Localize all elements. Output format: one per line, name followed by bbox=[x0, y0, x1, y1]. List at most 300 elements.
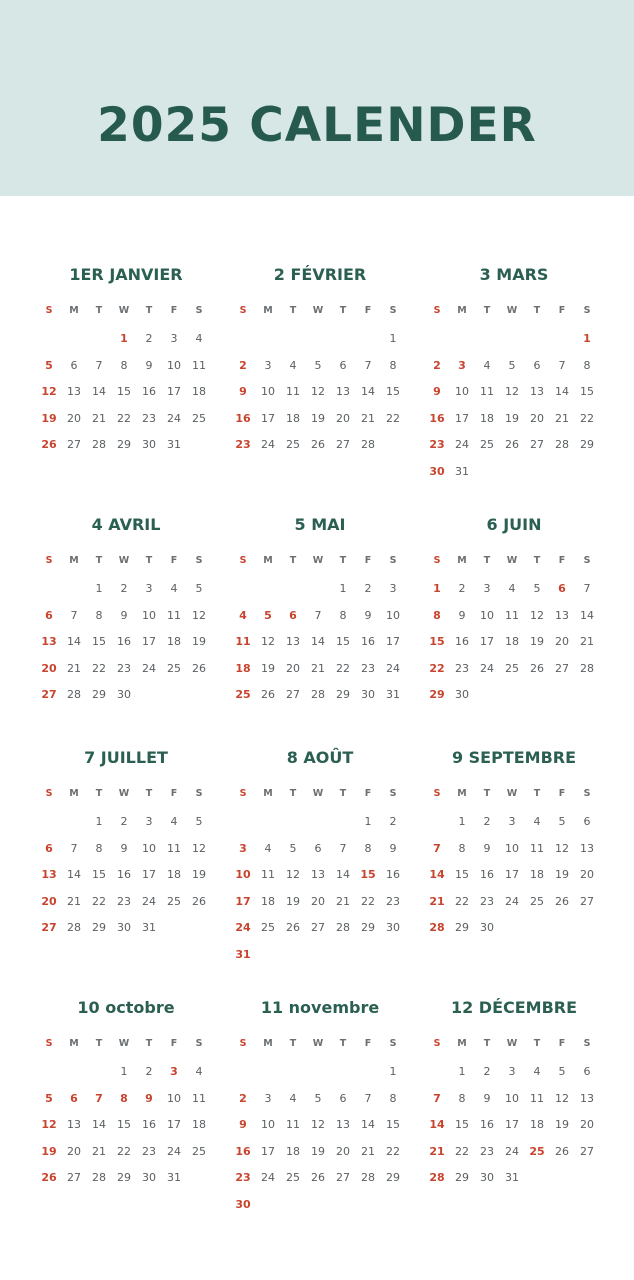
weekday-label: T bbox=[483, 555, 491, 566]
day-cell: 5 bbox=[558, 1065, 566, 1078]
weekday-label: W bbox=[312, 788, 324, 799]
day-cell: 9 bbox=[239, 1118, 247, 1131]
day-cell: 19 bbox=[41, 411, 57, 425]
day-cell: 30 bbox=[142, 438, 156, 451]
weekday-label: S bbox=[389, 788, 397, 799]
month-block bbox=[425, 515, 603, 755]
day-cell: 15 bbox=[360, 868, 376, 881]
day-cell: 31 bbox=[386, 688, 400, 701]
weekday-label: W bbox=[506, 1038, 518, 1049]
weekday-label: S bbox=[195, 788, 203, 799]
day-cell: 16 bbox=[235, 1144, 251, 1158]
day-cell: 10 bbox=[505, 841, 519, 855]
day-cell: 13 bbox=[41, 868, 57, 881]
weekday-label: S bbox=[239, 305, 247, 316]
day-cell: 30 bbox=[142, 1171, 156, 1184]
day-cell: 26 bbox=[192, 894, 206, 908]
day-cell: 13 bbox=[580, 1091, 594, 1105]
day-cell: 12 bbox=[311, 1118, 325, 1131]
weekday-label: T bbox=[95, 1038, 103, 1049]
day-cell: 25 bbox=[261, 921, 275, 934]
day-cell: 27 bbox=[580, 894, 594, 908]
day-cell: 6 bbox=[45, 608, 53, 622]
day-cell: 7 bbox=[95, 1091, 103, 1105]
weekday-label: S bbox=[389, 305, 397, 316]
day-cell: 1 bbox=[95, 815, 103, 828]
day-cell: 18 bbox=[261, 894, 275, 908]
day-cell: 23 bbox=[386, 894, 400, 908]
day-cell: 22 bbox=[117, 411, 131, 425]
day-cell: 27 bbox=[580, 1144, 594, 1158]
day-cell: 23 bbox=[142, 411, 156, 425]
day-cell: 21 bbox=[580, 635, 594, 648]
day-cell: 23 bbox=[117, 894, 131, 908]
day-cell: 30 bbox=[386, 921, 400, 934]
day-cell: 26 bbox=[505, 438, 519, 451]
day-cell: 4 bbox=[170, 582, 178, 595]
weekday-label: M bbox=[263, 1038, 273, 1049]
day-cell: 26 bbox=[555, 894, 569, 908]
day-cell: 1 bbox=[364, 815, 372, 828]
weekday-label: M bbox=[457, 788, 467, 799]
day-cell: 22 bbox=[455, 1144, 469, 1158]
day-cell: 25 bbox=[235, 688, 251, 701]
day-cell: 19 bbox=[555, 868, 569, 881]
month-title: 10 octobre bbox=[77, 998, 175, 1017]
day-cell: 17 bbox=[142, 868, 156, 881]
month-block bbox=[37, 515, 215, 755]
day-cell: 9 bbox=[389, 841, 397, 855]
day-cell: 11 bbox=[480, 385, 494, 398]
day-cell: 16 bbox=[142, 385, 156, 398]
day-cell: 7 bbox=[433, 841, 441, 855]
day-cell: 18 bbox=[192, 385, 206, 398]
weekday-label: S bbox=[389, 555, 397, 566]
day-cell: 6 bbox=[558, 582, 566, 595]
day-cell: 2 bbox=[120, 582, 128, 595]
day-cell: 3 bbox=[170, 332, 178, 345]
day-cell: 3 bbox=[145, 815, 153, 828]
day-cell: 16 bbox=[142, 1118, 156, 1131]
day-cell: 29 bbox=[580, 438, 594, 451]
day-cell: 19 bbox=[192, 635, 206, 648]
weekday-label: F bbox=[364, 788, 372, 799]
day-cell: 5 bbox=[289, 841, 297, 855]
day-cell: 8 bbox=[339, 608, 347, 622]
day-cell: 3 bbox=[389, 582, 397, 595]
day-cell: 18 bbox=[480, 411, 494, 425]
day-cell: 3 bbox=[483, 582, 491, 595]
day-cell: 13 bbox=[67, 385, 81, 398]
day-cell: 13 bbox=[336, 385, 350, 398]
day-cell: 11 bbox=[235, 635, 251, 648]
weekday-label: S bbox=[433, 305, 441, 316]
day-cell: 31 bbox=[167, 1171, 181, 1184]
day-cell: 9 bbox=[120, 608, 128, 622]
day-cell: 31 bbox=[167, 438, 181, 451]
day-cell: 28 bbox=[92, 438, 106, 451]
day-cell: 23 bbox=[235, 438, 251, 451]
day-cell: 10 bbox=[480, 608, 494, 622]
day-cell: 31 bbox=[455, 464, 469, 478]
day-cell: 23 bbox=[235, 1171, 251, 1184]
weekday-label: S bbox=[433, 1038, 441, 1049]
day-cell: 12 bbox=[261, 635, 275, 648]
day-cell: 5 bbox=[558, 815, 566, 828]
day-cell: 3 bbox=[458, 358, 466, 372]
weekday-label: S bbox=[239, 1038, 247, 1049]
day-cell: 25 bbox=[286, 438, 300, 451]
day-cell: 8 bbox=[458, 841, 466, 855]
weekday-label: T bbox=[339, 788, 347, 799]
weekday-label: T bbox=[145, 788, 153, 799]
weekday-label: W bbox=[312, 305, 324, 316]
month-title: 7 JUILLET bbox=[84, 748, 168, 767]
day-cell: 16 bbox=[480, 1118, 494, 1131]
day-cell: 23 bbox=[361, 661, 375, 675]
day-cell: 26 bbox=[311, 1171, 325, 1184]
day-cell: 8 bbox=[389, 358, 397, 372]
day-cell: 5 bbox=[264, 608, 272, 622]
month-block bbox=[231, 265, 409, 505]
weekday-label: T bbox=[533, 788, 541, 799]
day-cell: 31 bbox=[235, 947, 251, 961]
day-cell: 22 bbox=[580, 411, 594, 425]
day-cell: 8 bbox=[120, 1091, 128, 1105]
day-cell: 11 bbox=[192, 1091, 206, 1105]
day-cell: 11 bbox=[286, 1118, 300, 1131]
weekday-label: S bbox=[45, 1038, 53, 1049]
day-cell: 13 bbox=[286, 635, 300, 648]
day-cell: 6 bbox=[289, 608, 297, 622]
day-cell: 29 bbox=[429, 688, 445, 701]
day-cell: 28 bbox=[429, 1171, 445, 1184]
day-cell: 26 bbox=[192, 661, 206, 675]
day-cell: 12 bbox=[505, 385, 519, 398]
day-cell: 27 bbox=[336, 438, 350, 451]
day-cell: 8 bbox=[95, 608, 103, 622]
day-cell: 4 bbox=[170, 815, 178, 828]
day-cell: 2 bbox=[364, 582, 372, 595]
day-cell: 29 bbox=[386, 1171, 400, 1184]
day-cell: 7 bbox=[314, 608, 322, 622]
day-cell: 14 bbox=[555, 385, 569, 398]
day-cell: 2 bbox=[433, 358, 441, 372]
day-cell: 15 bbox=[336, 635, 350, 648]
weekday-label: W bbox=[506, 788, 518, 799]
day-cell: 12 bbox=[555, 841, 569, 855]
day-cell: 26 bbox=[41, 438, 57, 451]
day-cell: 18 bbox=[167, 635, 181, 648]
day-cell: 30 bbox=[480, 921, 494, 934]
day-cell: 6 bbox=[339, 1091, 347, 1105]
day-cell: 5 bbox=[195, 815, 203, 828]
day-cell: 13 bbox=[580, 841, 594, 855]
weekday-label: M bbox=[69, 305, 79, 316]
day-cell: 16 bbox=[361, 635, 375, 648]
day-cell: 10 bbox=[455, 385, 469, 398]
day-cell: 25 bbox=[167, 661, 181, 675]
day-cell: 3 bbox=[264, 1091, 272, 1105]
day-cell: 17 bbox=[167, 385, 181, 398]
day-cell: 27 bbox=[336, 1171, 350, 1184]
day-cell: 2 bbox=[389, 815, 397, 828]
day-cell: 17 bbox=[505, 1118, 519, 1131]
day-cell: 11 bbox=[530, 1091, 544, 1105]
day-cell: 14 bbox=[67, 868, 81, 881]
day-cell: 20 bbox=[41, 894, 57, 908]
day-cell: 17 bbox=[505, 868, 519, 881]
day-cell: 4 bbox=[533, 1065, 541, 1078]
day-cell: 11 bbox=[530, 841, 544, 855]
day-cell: 9 bbox=[433, 385, 441, 398]
weekday-label: S bbox=[45, 555, 53, 566]
weekday-label: S bbox=[195, 305, 203, 316]
day-cell: 5 bbox=[314, 358, 322, 372]
day-cell: 7 bbox=[95, 358, 103, 372]
weekday-label: W bbox=[118, 555, 130, 566]
weekday-label: T bbox=[339, 555, 347, 566]
day-cell: 31 bbox=[505, 1171, 519, 1184]
day-cell: 24 bbox=[261, 1171, 275, 1184]
day-cell: 24 bbox=[235, 921, 251, 934]
day-cell: 9 bbox=[120, 841, 128, 855]
weekday-label: F bbox=[558, 555, 566, 566]
weekday-label: T bbox=[95, 305, 103, 316]
weekday-label: T bbox=[289, 788, 297, 799]
day-cell: 27 bbox=[67, 1171, 81, 1184]
day-cell: 30 bbox=[455, 688, 469, 701]
weekday-label: S bbox=[583, 555, 591, 566]
day-cell: 5 bbox=[533, 582, 541, 595]
month-title: 2 FÉVRIER bbox=[273, 265, 367, 284]
day-cell: 28 bbox=[580, 661, 594, 675]
day-cell: 2 bbox=[483, 1065, 491, 1078]
day-cell: 16 bbox=[480, 868, 494, 881]
day-cell: 13 bbox=[311, 868, 325, 881]
day-cell: 24 bbox=[480, 661, 494, 675]
day-cell: 12 bbox=[41, 1118, 57, 1131]
day-cell: 16 bbox=[429, 411, 445, 425]
day-cell: 15 bbox=[429, 635, 445, 648]
day-cell: 7 bbox=[70, 608, 78, 622]
day-cell: 7 bbox=[339, 841, 347, 855]
day-cell: 17 bbox=[261, 411, 275, 425]
day-cell: 4 bbox=[195, 332, 203, 345]
day-cell: 15 bbox=[455, 1118, 469, 1131]
day-cell: 21 bbox=[429, 894, 445, 908]
day-cell: 5 bbox=[45, 358, 53, 372]
day-cell: 25 bbox=[286, 1171, 300, 1184]
day-cell: 9 bbox=[458, 608, 466, 622]
day-cell: 1 bbox=[120, 332, 128, 345]
day-cell: 27 bbox=[41, 688, 57, 701]
month-title: 9 SEPTEMBRE bbox=[451, 748, 577, 767]
day-cell: 8 bbox=[433, 608, 441, 622]
day-cell: 29 bbox=[361, 921, 375, 934]
day-cell: 6 bbox=[314, 841, 322, 855]
weekday-label: F bbox=[558, 305, 566, 316]
day-cell: 13 bbox=[67, 1118, 81, 1131]
day-cell: 25 bbox=[192, 1144, 206, 1158]
day-cell: 18 bbox=[235, 661, 251, 675]
day-cell: 18 bbox=[286, 411, 300, 425]
weekday-label: W bbox=[506, 555, 518, 566]
day-cell: 4 bbox=[195, 1065, 203, 1078]
day-cell: 16 bbox=[455, 635, 469, 648]
day-cell: 28 bbox=[361, 438, 375, 451]
weekday-label: M bbox=[263, 305, 273, 316]
day-cell: 11 bbox=[286, 385, 300, 398]
day-cell: 20 bbox=[555, 635, 569, 648]
day-cell: 17 bbox=[261, 1144, 275, 1158]
day-cell: 11 bbox=[167, 608, 181, 622]
day-cell: 30 bbox=[429, 464, 445, 478]
day-cell: 20 bbox=[336, 411, 350, 425]
weekday-label: T bbox=[145, 555, 153, 566]
day-cell: 24 bbox=[167, 1144, 181, 1158]
weekday-label: T bbox=[533, 1038, 541, 1049]
day-cell: 14 bbox=[580, 608, 594, 622]
day-cell: 4 bbox=[289, 1091, 297, 1105]
day-cell: 6 bbox=[339, 358, 347, 372]
day-cell: 28 bbox=[336, 921, 350, 934]
day-cell: 2 bbox=[145, 1065, 153, 1078]
day-cell: 28 bbox=[311, 688, 325, 701]
weekday-label: F bbox=[558, 1038, 566, 1049]
day-cell: 14 bbox=[311, 635, 325, 648]
day-cell: 11 bbox=[505, 608, 519, 622]
day-cell: 18 bbox=[530, 1118, 544, 1131]
day-cell: 19 bbox=[555, 1118, 569, 1131]
weekday-label: M bbox=[263, 555, 273, 566]
day-cell: 18 bbox=[167, 868, 181, 881]
day-cell: 30 bbox=[117, 688, 131, 701]
weekday-label: S bbox=[583, 305, 591, 316]
day-cell: 15 bbox=[117, 385, 131, 398]
day-cell: 28 bbox=[429, 921, 445, 934]
day-cell: 22 bbox=[429, 661, 445, 675]
day-cell: 14 bbox=[429, 868, 445, 881]
month-block bbox=[425, 998, 603, 1238]
weekday-label: M bbox=[263, 788, 273, 799]
day-cell: 21 bbox=[67, 894, 81, 908]
weekday-label: F bbox=[170, 305, 178, 316]
day-cell: 14 bbox=[92, 1118, 106, 1131]
day-cell: 6 bbox=[583, 1065, 591, 1078]
weekday-label: T bbox=[339, 305, 347, 316]
day-cell: 1 bbox=[95, 582, 103, 595]
day-cell: 1 bbox=[583, 332, 591, 345]
day-cell: 10 bbox=[167, 1091, 181, 1105]
day-cell: 5 bbox=[508, 358, 516, 372]
month-block bbox=[37, 748, 215, 988]
day-cell: 29 bbox=[336, 688, 350, 701]
day-cell: 9 bbox=[145, 358, 153, 372]
day-cell: 11 bbox=[192, 358, 206, 372]
day-cell: 30 bbox=[361, 688, 375, 701]
weekday-label: T bbox=[339, 1038, 347, 1049]
month-title: 1ER JANVIER bbox=[69, 265, 183, 284]
day-cell: 27 bbox=[530, 438, 544, 451]
weekday-label: F bbox=[364, 555, 372, 566]
day-cell: 30 bbox=[117, 921, 131, 934]
weekday-label: S bbox=[239, 788, 247, 799]
day-cell: 22 bbox=[386, 411, 400, 425]
day-cell: 8 bbox=[458, 1091, 466, 1105]
day-cell: 13 bbox=[336, 1118, 350, 1131]
day-cell: 20 bbox=[530, 411, 544, 425]
weekday-label: W bbox=[118, 305, 130, 316]
day-cell: 22 bbox=[455, 894, 469, 908]
day-cell: 16 bbox=[117, 868, 131, 881]
day-cell: 25 bbox=[192, 411, 206, 425]
day-cell: 30 bbox=[480, 1171, 494, 1184]
weekday-label: S bbox=[433, 555, 441, 566]
day-cell: 17 bbox=[142, 635, 156, 648]
day-cell: 20 bbox=[580, 868, 594, 881]
day-cell: 23 bbox=[142, 1144, 156, 1158]
day-cell: 10 bbox=[505, 1091, 519, 1105]
weekday-label: T bbox=[533, 555, 541, 566]
day-cell: 3 bbox=[264, 358, 272, 372]
month-block bbox=[231, 998, 409, 1238]
day-cell: 12 bbox=[311, 385, 325, 398]
day-cell: 12 bbox=[286, 868, 300, 881]
day-cell: 4 bbox=[264, 841, 272, 855]
day-cell: 23 bbox=[480, 894, 494, 908]
day-cell: 15 bbox=[92, 868, 106, 881]
day-cell: 7 bbox=[583, 582, 591, 595]
day-cell: 25 bbox=[530, 894, 544, 908]
weekday-label: W bbox=[312, 555, 324, 566]
day-cell: 6 bbox=[70, 358, 78, 372]
day-cell: 10 bbox=[167, 358, 181, 372]
weekday-label: S bbox=[195, 555, 203, 566]
day-cell: 18 bbox=[286, 1144, 300, 1158]
day-cell: 3 bbox=[145, 582, 153, 595]
day-cell: 22 bbox=[336, 661, 350, 675]
day-cell: 19 bbox=[192, 868, 206, 881]
month-title: 11 novembre bbox=[260, 998, 380, 1017]
day-cell: 28 bbox=[361, 1171, 375, 1184]
weekday-label: F bbox=[364, 1038, 372, 1049]
day-cell: 20 bbox=[336, 1144, 350, 1158]
day-cell: 9 bbox=[364, 608, 372, 622]
weekday-label: S bbox=[583, 788, 591, 799]
month-block bbox=[425, 265, 603, 505]
day-cell: 22 bbox=[117, 1144, 131, 1158]
day-cell: 8 bbox=[364, 841, 372, 855]
header-banner bbox=[0, 0, 634, 196]
page-title: 2025 CALENDER bbox=[97, 98, 537, 153]
day-cell: 26 bbox=[41, 1171, 57, 1184]
day-cell: 19 bbox=[505, 411, 519, 425]
day-cell: 21 bbox=[311, 661, 325, 675]
day-cell: 29 bbox=[455, 921, 469, 934]
day-cell: 28 bbox=[555, 438, 569, 451]
day-cell: 18 bbox=[505, 635, 519, 648]
day-cell: 3 bbox=[239, 841, 247, 855]
month-title: 4 AVRIL bbox=[91, 515, 161, 534]
day-cell: 2 bbox=[458, 582, 466, 595]
day-cell: 4 bbox=[483, 358, 491, 372]
day-cell: 23 bbox=[455, 661, 469, 675]
day-cell: 3 bbox=[170, 1065, 178, 1078]
day-cell: 24 bbox=[505, 1144, 519, 1158]
day-cell: 2 bbox=[145, 332, 153, 345]
day-cell: 22 bbox=[361, 894, 375, 908]
